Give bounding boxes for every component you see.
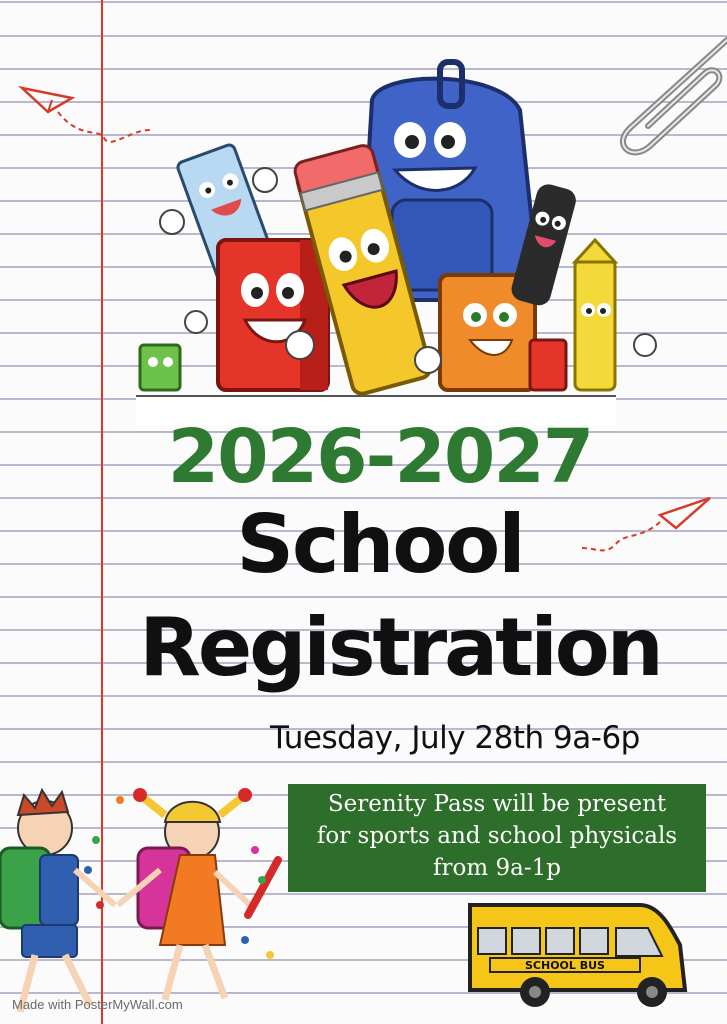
paper-clip-icon bbox=[623, 40, 727, 152]
paper-airplane-icon bbox=[22, 88, 150, 142]
paper-airplane-icon bbox=[582, 498, 710, 550]
school-supplies-mascots bbox=[140, 62, 656, 396]
school-bus bbox=[470, 905, 685, 1007]
headline-line-2: Registration bbox=[139, 601, 661, 694]
notice-line-3: from 9a-1p bbox=[433, 855, 561, 881]
physicals-notice bbox=[288, 784, 706, 892]
watermark[interactable]: Made with PosterMyWall.com bbox=[12, 997, 183, 1012]
schoolkids bbox=[0, 788, 278, 1012]
event-date: Tuesday, July 28th 9a-6p bbox=[270, 720, 640, 756]
headline-line-1: School bbox=[236, 498, 524, 591]
school-year-title: 2026-2027 bbox=[167, 414, 593, 500]
bus-label: SCHOOL BUS bbox=[525, 959, 605, 972]
notice-line-1: Serenity Pass will be present bbox=[327, 791, 667, 817]
notice-line-2: for sports and school physicals bbox=[316, 823, 678, 849]
